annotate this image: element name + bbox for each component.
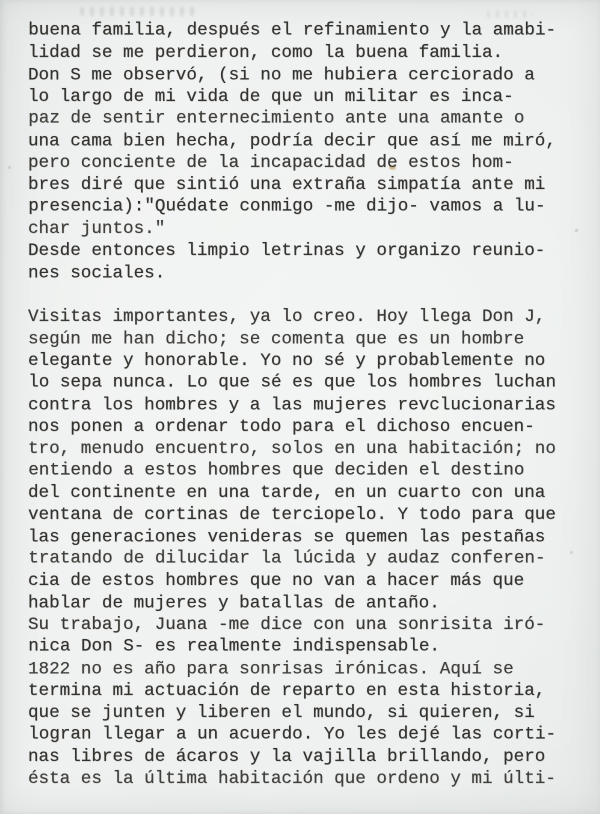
text-line: presencia):"Quédate conmigo -me dijo- vamos a lu-: [28, 196, 546, 217]
text-line: elegante y honorable. Yo no sé y probablemente no: [28, 351, 546, 371]
bleed-through-smudge: [487, 11, 533, 18]
text-line: del continente en una tarde, en un cuarto con una: [28, 483, 546, 503]
text-line: las generaciones venideras se quemen las pestañas: [28, 527, 546, 548]
text-line: hablar de mujeres y batallas de antaño.: [28, 593, 440, 614]
text-line: tratando de dilucidar la lúcida y audaz conferen-: [28, 548, 546, 569]
text-line: ventana de cortinas de terciopelo. Y todo para que: [28, 505, 556, 525]
text-line: paz de sentir enternecimiento ante una amante o: [28, 108, 525, 129]
paper-speck: [8, 166, 11, 169]
text-line: que se junten y liberen el mundo, si quieren, si: [28, 703, 535, 723]
text-line: buena familia, después el refinamiento y la amabi-: [28, 20, 557, 41]
text-line: contra los hombres y a las mujeres revclucionarias: [28, 395, 556, 416]
text-line: tro, menudo encuentro, solos en una habitación; no: [28, 439, 556, 459]
text-line: Don S me observó, (si no me hubiera cerciorado a: [28, 65, 535, 86]
text-line: según me han dicho; se comenta que es un hombre: [28, 329, 525, 350]
text-line: pero conciente de la incapacidad de estos hom-: [28, 153, 514, 173]
text-line: 1822 no es año para sonrisas irónicas. Aquí se: [28, 659, 514, 680]
text-line: lo largo de mi vida de que un militar es inca-: [28, 87, 514, 107]
text-line: nes sociales.: [28, 263, 166, 284]
text-line: char juntos.": [28, 219, 166, 239]
text-line: lidad se me perdieron, como la buena familia.: [28, 43, 504, 63]
text-line: termina mi actuación de reparto en esta historia,: [28, 681, 546, 701]
text-line: [28, 284, 580, 306]
text-line: lo sepa nunca. Lo que sé es que los hombres luchan: [28, 372, 557, 393]
bleed-through-smudge: [80, 7, 195, 16]
text-line: cia de estos hombres que no van a hacer más que: [28, 571, 525, 591]
text-line: Visitas importantes, ya lo creo. Hoy llega Don J,: [28, 307, 546, 327]
text-line: nas libres de ácaros y la vajilla brillando, pero: [28, 747, 546, 767]
text-line: logran llegar a un acuerdo. Yo les dejé las corti-: [28, 724, 557, 745]
text-line: entiendo a estos hombres que deciden el destino: [28, 460, 525, 481]
typewritten-text: [28, 20, 580, 790]
text-line: nos ponen a ordenar todo para el dichoso encuen-: [28, 417, 535, 437]
text-line: ésta es la última habitación que ordeno y mi últi-: [28, 769, 556, 789]
text-line: Su trabajo, Juana -me dice con una sonrisita iró-: [28, 615, 546, 635]
text-line: nica Don S- es realmente indispensable.: [28, 636, 440, 657]
text-line: bres diré que sintió una extraña simpatía ante mi: [28, 175, 546, 195]
text-line: Desde entonces limpio letrinas y organizo reunio-: [28, 241, 546, 261]
text-line: una cama bien hecha, podría decir que así me miró,: [28, 131, 556, 152]
